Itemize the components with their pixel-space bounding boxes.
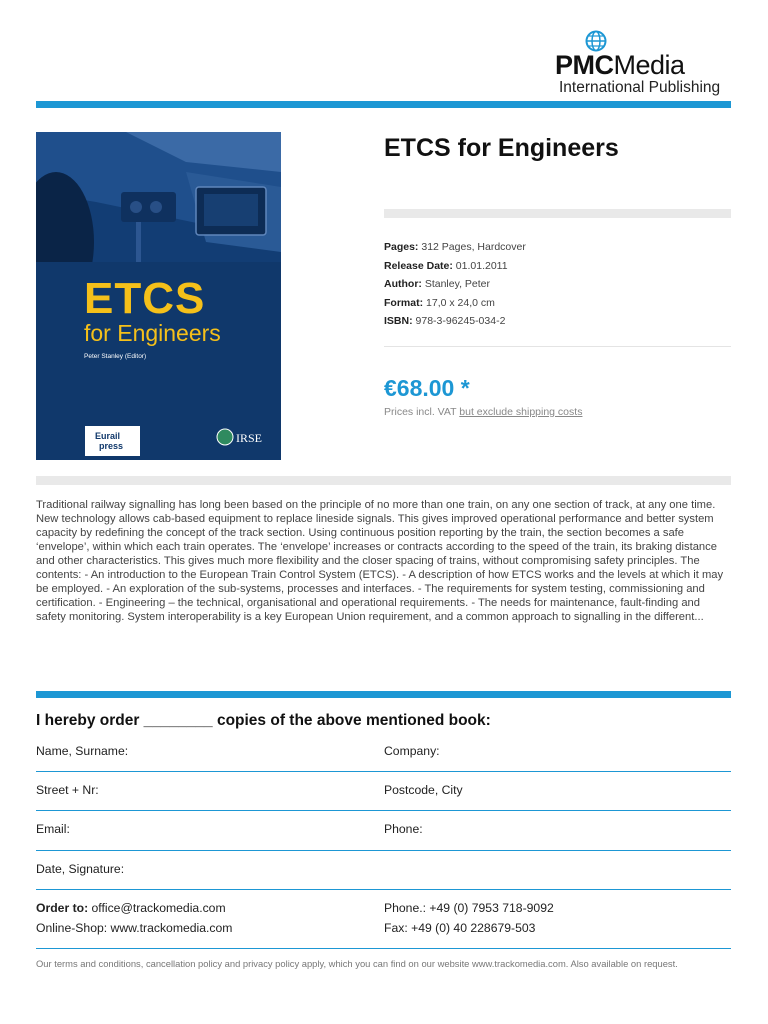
name-field-label: Name, Surname: — [36, 744, 129, 758]
contact-line — [36, 948, 731, 949]
phone-field-label: Phone: — [384, 822, 423, 836]
globe-icon — [585, 30, 607, 52]
brand-rest: Media — [613, 50, 685, 80]
detail-label: Format: — [384, 296, 424, 309]
email-field-label: Email: — [36, 822, 70, 836]
detail-label: Pages: — [384, 241, 419, 253]
section-divider — [36, 476, 731, 485]
date-signature-label: Date, Signature: — [36, 862, 125, 876]
eurail-press-logo — [85, 426, 140, 456]
book-title: ETCS for Engineers — [384, 134, 619, 162]
cover-title: ETCS — [84, 274, 206, 323]
brand-name — [555, 50, 685, 81]
publisher-line1: Eurail — [95, 431, 121, 441]
street-field-label: Street + Nr: — [36, 783, 99, 797]
detail-release-date — [384, 257, 526, 276]
top-accent-bar — [36, 101, 731, 108]
detail-value: 01.01.2011 — [455, 259, 508, 272]
book-price: €68.00 * — [384, 375, 470, 401]
brand-bold: PMC — [555, 50, 614, 80]
svg-text:IRSE: IRSE — [236, 431, 262, 445]
details-divider — [384, 346, 731, 347]
detail-pages — [384, 238, 526, 257]
date-signature-line — [36, 889, 731, 890]
pmc-media-logo — [555, 30, 735, 96]
vat-prefix: Prices incl. VAT — [384, 406, 457, 418]
irse-logo — [216, 425, 262, 449]
cover-subtitle: for Engineers — [84, 320, 221, 346]
detail-author — [384, 275, 526, 294]
company-field-label: Company: — [384, 744, 440, 758]
shipping-costs-link[interactable]: but exclude shipping costs — [459, 406, 583, 418]
detail-label: ISBN: — [384, 315, 413, 327]
email-phone-line — [36, 850, 731, 851]
detail-value: 312 Pages, Hardcover — [421, 241, 526, 253]
order-to-label: Order to: — [36, 901, 89, 915]
order-accent-bar — [36, 691, 731, 698]
contact-phone: Phone.: +49 (0) 7953 718-9092 — [384, 901, 554, 915]
order-heading: I hereby order ________ copies of the above mentioned book: — [36, 712, 491, 729]
online-shop-link[interactable]: Online-Shop: www.trackomedia.com — [36, 921, 233, 935]
book-cover — [36, 132, 281, 460]
order-email-link[interactable]: office@trackomedia.com — [91, 901, 226, 915]
detail-isbn — [384, 312, 526, 331]
detail-value: 17,0 x 24,0 cm — [426, 296, 495, 309]
cover-editor: Peter Stanley (Editor) — [84, 353, 147, 360]
vat-note — [384, 406, 582, 418]
detail-label: Author: — [384, 278, 422, 290]
detail-format — [384, 294, 526, 313]
detail-value: 978-3-96245-034-2 — [415, 315, 506, 327]
street-postcode-line — [36, 810, 731, 811]
publisher-line2: press — [99, 441, 124, 451]
detail-value: Stanley, Peter — [424, 278, 491, 290]
order-to-line — [36, 901, 226, 915]
brand-tagline: International Publishing — [559, 79, 721, 96]
postcode-field-label: Postcode, City — [384, 783, 463, 797]
footer-terms: Our terms and conditions, cancellation policy and privacy policy apply, which you can find on our website www.trackomedia.com. Also available on request. — [36, 958, 678, 969]
name-company-line — [36, 771, 731, 772]
detail-label: Release Date: — [384, 259, 453, 272]
book-details — [384, 238, 526, 331]
title-divider — [384, 209, 731, 218]
book-description: Traditional railway signalling has long been based on the principle of no more than one train, on any one section of track, at any one time. New technology allows cab-based equipment to replace lineside signals. This gives improved operational performance and better system capacity by redefining the concept of the track section. Using continuous position reporting by the train, the section becomes a safe ‘envelope’, within which each train operates. The ‘envelope’ increases or contracts according to the speed of the train, its braking distance and other characteristics. This gives much more flexibility and the closer spacing of trains, without compromising safety principles. The contents: - An introduction to the European Train Control System (ETCS). - A description of how ETCS works and the levels at which it may be employed. - An exploration of the sub-systems, processes and interfaces. - The requirements for system testing, commissioning and certification. - Engineering – the technical, organisational and operational requirements. - The needs for maintenance, fault-finding and safety monitoring. System interoperability is a key European Union requirement, and a common approach to signalling in the different... — [36, 499, 724, 623]
contact-fax: Fax: +49 (0) 40 228679-503 — [384, 921, 536, 935]
